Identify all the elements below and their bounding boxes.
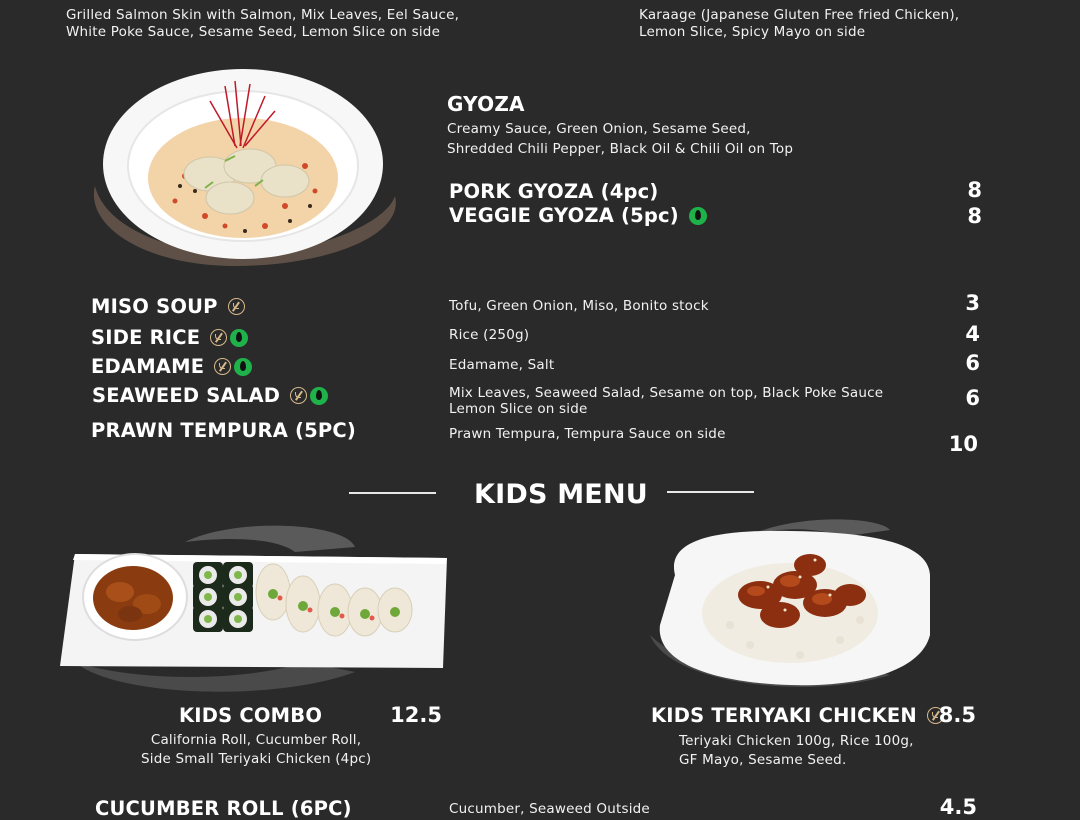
desc-line: Creamy Sauce, Green Onion, Sesame Seed, xyxy=(447,121,751,137)
cucumber-roll-price: 4.5 xyxy=(939,795,977,819)
kids-combo-photo xyxy=(55,522,450,697)
gyoza-description xyxy=(447,119,793,159)
desc-line: Mix Leaves, Seaweed Salad, Sesame on top, Black Poke Sauce xyxy=(449,385,884,401)
karaage-description xyxy=(639,7,959,41)
desc-line: Grilled Salmon Skin with Salmon, Mix Leaves, Eel Sauce, xyxy=(66,7,460,23)
seaweed-salad-price: 6 xyxy=(965,386,980,410)
gyoza-title: GYOZA xyxy=(447,92,525,116)
desc-line: Teriyaki Chicken 100g, Rice 100g, xyxy=(679,733,914,749)
miso-soup-price: 3 xyxy=(965,291,980,315)
cucumber-roll-name: CUCUMBER ROLL (6PC) xyxy=(95,797,352,820)
side-rice-price: 4 xyxy=(965,322,980,346)
seaweed-salad-row xyxy=(92,384,328,407)
miso-soup-desc: Tofu, Green Onion, Miso, Bonito stock xyxy=(449,298,709,314)
desc-line: Shredded Chili Pepper, Black Oil & Chili Oil on Top xyxy=(447,141,794,157)
side-rice-row xyxy=(91,326,248,349)
kids-combo-price: 12.5 xyxy=(390,703,442,727)
desc-line: Lemon Slice on side xyxy=(449,401,588,417)
veggie-gyoza-row xyxy=(449,204,707,227)
veggie-gyoza-price: 8 xyxy=(967,204,982,228)
seaweed-salad-desc xyxy=(449,385,883,417)
edamame-price: 6 xyxy=(965,351,980,375)
heading-divider-left xyxy=(349,492,436,494)
kids-teriyaki-row xyxy=(651,704,944,727)
side-rice-name: SIDE RICE xyxy=(91,326,201,349)
gluten-free-icon xyxy=(290,387,307,404)
pork-gyoza-name: PORK GYOZA (4pc) xyxy=(449,180,659,203)
kids-combo-desc xyxy=(141,731,371,769)
kids-teriyaki-name: KIDS TERIYAKI CHICKEN xyxy=(651,704,917,727)
miso-soup-row xyxy=(91,295,245,318)
kids-teriyaki-photo xyxy=(650,515,935,695)
vegan-leaf-icon xyxy=(234,358,252,376)
edamame-name: EDAMAME xyxy=(91,355,205,378)
salmon-skin-description xyxy=(66,7,459,41)
desc-line: Lemon Slice, Spicy Mayo on side xyxy=(639,24,866,40)
edamame-row xyxy=(91,355,252,378)
desc-line: Karaage (Japanese Gluten Free fried Chicken), xyxy=(639,7,960,23)
seaweed-salad-name: SEAWEED SALAD xyxy=(92,384,281,407)
desc-line: GF Mayo, Sesame Seed. xyxy=(679,752,847,768)
vegan-leaf-icon xyxy=(689,207,707,225)
gluten-free-icon xyxy=(228,298,245,315)
desc-line: White Poke Sauce, Sesame Seed, Lemon Slice on side xyxy=(66,24,441,40)
edamame-desc: Edamame, Salt xyxy=(449,357,555,373)
gyoza-photo xyxy=(85,66,405,272)
vegan-leaf-icon xyxy=(310,387,328,405)
prawn-tempura-name: PRAWN TEMPURA (5PC) xyxy=(91,419,356,442)
kids-teriyaki-price: 8.5 xyxy=(938,703,976,727)
heading-divider-right xyxy=(667,491,754,493)
desc-line: California Roll, Cucumber Roll, xyxy=(150,732,362,748)
kids-teriyaki-desc xyxy=(679,732,914,770)
desc-line: Side Small Teriyaki Chicken (4pc) xyxy=(141,751,372,767)
side-rice-desc: Rice (250g) xyxy=(449,327,530,343)
pork-gyoza-price: 8 xyxy=(967,178,982,202)
veggie-gyoza-name: VEGGIE GYOZA (5pc) xyxy=(449,204,679,227)
vegan-leaf-icon xyxy=(230,329,248,347)
gluten-free-icon xyxy=(210,329,227,346)
gluten-free-icon xyxy=(214,358,231,375)
kids-combo-name: KIDS COMBO xyxy=(179,704,323,727)
cucumber-roll-desc: Cucumber, Seaweed Outside xyxy=(449,801,650,817)
prawn-tempura-price: 10 xyxy=(948,432,978,456)
miso-soup-name: MISO SOUP xyxy=(91,295,218,318)
prawn-tempura-desc: Prawn Tempura, Tempura Sauce on side xyxy=(449,426,726,442)
kids-menu-heading: KIDS MENU xyxy=(474,479,648,510)
